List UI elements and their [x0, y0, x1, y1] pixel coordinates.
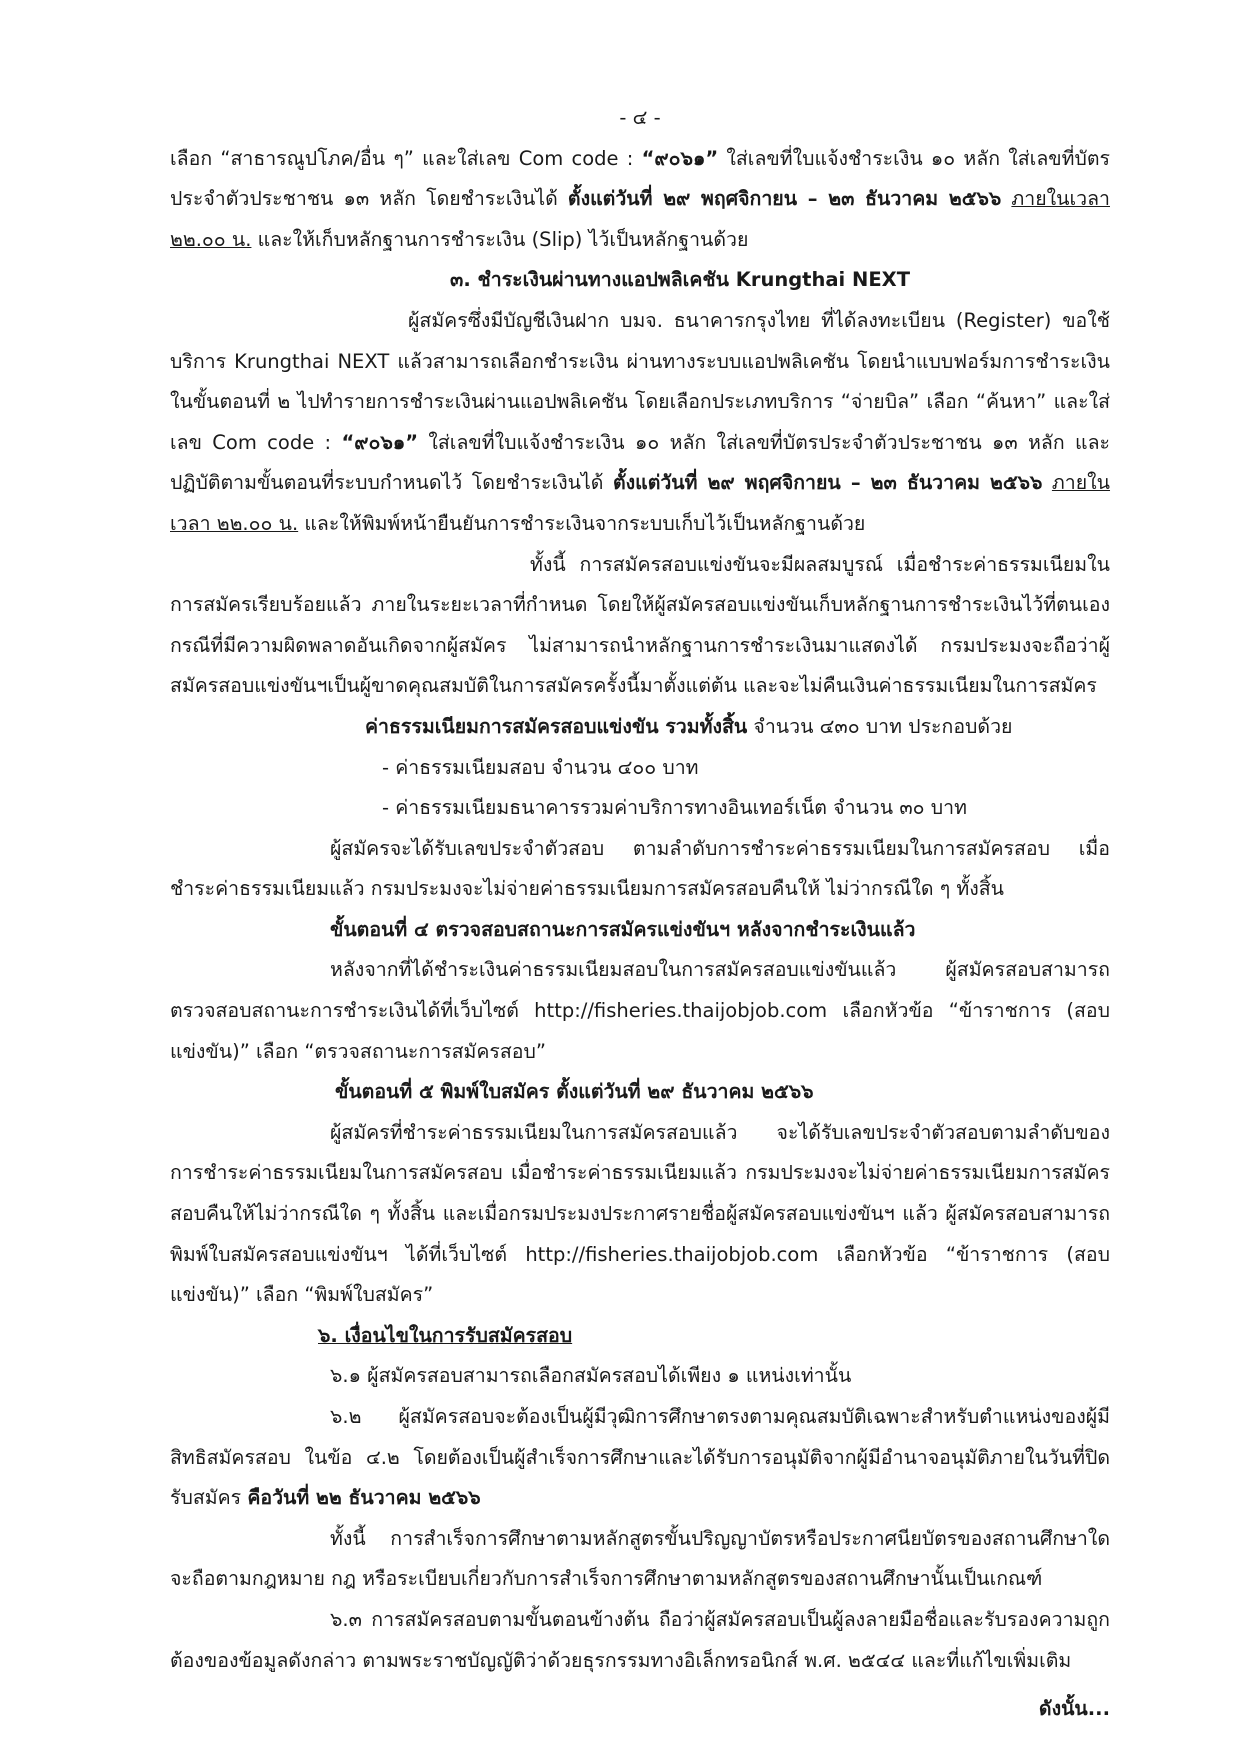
- document-page: [170, 98, 1110, 1730]
- text-segment: ใส่เลขที่ใบแจ้งชำระเงิน ๑๐ หลัก ใส่เลขที่บัตรประจำตัวประชาชน ๑๓ หลัก และปฏิบัติตามขั้นตอนที่ระบบกำหนดไว้ โดยชำระเงินได้: [170, 430, 1110, 495]
- fee-item-exam: - ค่าธรรมเนียมสอบ จำนวน ๔๐๐ บาท: [382, 755, 699, 779]
- paragraph-education-criteria: ทั้งนี้ การสำเร็จการศึกษาตามหลักสูตรขั้นปริญญาบัตรหรือประกาศนียบัตรของสถานศึกษาใดจะถือตามกฎหมาย กฎ หรือระเบียบเกี่ยวกับการสำเร็จการศึกษาตามหลักสูตรของสถานศึกษานั้นเป็นเกณฑ์: [170, 1526, 1110, 1591]
- com-code: “๙๐๖๑”: [341, 430, 419, 454]
- paragraph-print-application: ผู้สมัครที่ชำระค่าธรรมเนียมในการสมัครสอบแล้ว จะได้รับเลขประจำตัวสอบตามลำดับของการชำระค่าธรรมเนียมในการสมัครสอบ เมื่อชำระค่าธรรมเนียมแล้ว กรมประมงจะไม่จ่ายค่าธรรมเนียมการสมัครสอบคืนให้ไม่ว่ากรณีใด ๆ ทั้งสิ้น และเมื่อกรมประมงประกาศรายชื่อผู้สมัครสอบแข่งขันฯ แล้ว ผู้สมัครสอบสามารถพิมพ์ใบสมัครสอบแข่งขันฯ ได้ที่เว็บไซต์ http://fisheries.thaijobjob.com เลือกหัวข้อ “ข้าราชการ (สอบแข่งขัน)” เลือก “พิมพ์ใบสมัคร”: [170, 1120, 1110, 1307]
- payment-period: ตั้งแต่วันที่ ๒๙ พฤศจิกายน – ๒๓ ธันวาคม ๒๕๖๖: [612, 471, 1043, 495]
- heading-krungthai-next: ๓. ชำระเงินผ่านทางแอปพลิเคชัน Krungthai NEXT: [450, 268, 910, 292]
- payment-period: ตั้งแต่วันที่ ๒๙ พฤศจิกายน – ๒๓ ธันวาคม ๒๕๖๖: [567, 187, 1002, 211]
- heading-section-6: ๖. เงื่อนไขในการรับสมัครสอบ: [318, 1323, 573, 1347]
- item-6-2: [170, 1397, 1110, 1519]
- text-segment: และให้เก็บหลักฐานการชำระเงิน (Slip) ไว้เป็นหลักฐานด้วย: [251, 227, 749, 251]
- closing-date: คือวันที่ ๒๒ ธันวาคม ๒๕๖๖: [247, 1486, 481, 1510]
- text-segment: และให้พิมพ์หน้ายืนยันการชำระเงินจากระบบเก็บไว้เป็นหลักฐานด้วย: [298, 511, 866, 535]
- fee-item-bank: - ค่าธรรมเนียมธนาคารรวมค่าบริการทางอินเทอร์เน็ต จำนวน ๓๐ บาท: [382, 796, 967, 820]
- text-segment: เลือก “สาธารณูปโภค/อื่น ๆ” และใส่เลข Com code :: [170, 146, 642, 170]
- paragraph-check-status: หลังจากที่ได้ชำระเงินค่าธรรมเนียมสอบในการสมัครสอบแข่งขันแล้ว ผู้สมัครสอบสามารถตรวจสอบสถานะการชำระเงินได้ที่เว็บไซต์ http://fisheries.thaijobjob.com เลือกหัวข้อ “ข้าราชการ (สอบแข่งขัน)” เลือก “ตรวจสถานะการสมัครสอบ”: [170, 958, 1110, 1063]
- payment-deadline-time: ภายในเวลา ๒๒.๐๐ น.: [170, 187, 1110, 251]
- heading-step-5: ขั้นตอนที่ ๕ พิมพ์ใบสมัคร ตั้งแต่วันที่ ๒๙ ธันวาคม ๒๕๖๖: [335, 1080, 814, 1104]
- paragraph-exam-number: ผู้สมัครจะได้รับเลขประจำตัวสอบ ตามลำดับการชำระค่าธรรมเนียมในการสมัครสอบ เมื่อชำระค่าธรรมเนียมแล้ว กรมประมงจะไม่จ่ายค่าธรรมเนียมการสมัครสอบคืนให้ ไม่ว่ากรณีใด ๆ ทั้งสิ้น: [170, 836, 1110, 901]
- paragraph-payment-counter: [170, 139, 1110, 261]
- item-6-1: ๖.๑ ผู้สมัครสอบสามารถเลือกสมัครสอบได้เพียง ๑ แหน่งเท่านั้น: [330, 1364, 852, 1388]
- text-segment: ๖.๒ ผู้สมัครสอบจะต้องเป็นผู้มีวุฒิการศึกษาตรงตามคุณสมบัติเฉพาะสำหรับตำแหน่งของผู้มีสิทธิสมัครสอบ ในข้อ ๔.๒ โดยต้องเป็นผู้สำเร็จการศึกษาและได้รับการอนุมัติจากผู้มีอำนาจอนุมัติภายในวันที่ปิดรับสมัคร: [170, 1405, 1110, 1510]
- item-6-3: ๖.๓ การสมัครสอบตามขั้นตอนข้างต้น ถือว่าผู้สมัครสอบเป็นผู้ลงลายมือชื่อและรับรองความถูกต้องของข้อมูลดังกล่าว ตามพระราชบัญญัติว่าด้วยธุรกรรมทางอิเล็กทรอนิกส์ พ.ศ. ๒๕๔๔ และที่แก้ไขเพิ่มเติม: [170, 1607, 1110, 1672]
- page-number: - ๔ -: [619, 106, 661, 129]
- paragraph-krungthai-next: [170, 301, 1110, 545]
- heading-step-4: ขั้นตอนที่ ๔ ตรวจสอบสถานะการสมัครแข่งขันฯ หลังจากชำระเงินแล้ว: [330, 917, 916, 941]
- fee-title: ค่าธรรมเนียมการสมัครสอบแข่งขัน รวมทั้งสิ้น: [365, 714, 748, 738]
- payment-deadline-time: ภายในเวลา ๒๒.๐๐ น.: [170, 471, 1111, 535]
- fee-total: จำนวน ๔๓๐ บาท ประกอบด้วย: [747, 714, 1013, 738]
- com-code: “๙๐๖๑”: [641, 146, 719, 170]
- text-segment: ผู้สมัครซึ่งมีบัญชีเงินฝาก บมจ. ธนาคารกรุงไทย ที่ได้ลงทะเบียน (Register) ขอใช้บริการ Krungthai NEXT แล้วสามารถเลือกชำระเงิน ผ่านทางระบบแอปพลิเคชัน โดยนำแบบฟอร์มการชำระเงินในขั้นตอนที่ ๒ ไปทำรายการชำระเงินผ่านแอปพลิเคชัน โดยเลือกประเภทบริการ “จ่ายบิล” เลือก “ค้นหา” และใส่เลข Com code :: [170, 308, 1110, 454]
- fee-summary: [170, 707, 1110, 748]
- text-segment: ใส่เลขที่ใบแจ้งชำระเงิน ๑๐ หลัก ใส่เลขที่บัตรประจำตัวประชาชน ๑๓ หลัก โดยชำระเงินได้: [170, 146, 1110, 211]
- paragraph-completion-condition: ทั้งนี้ การสมัครสอบแข่งขันจะมีผลสมบูรณ์ เมื่อชำระค่าธรรมเนียมในการสมัครเรียบร้อยแล้ว ภายในระยะเวลาที่กำหนด โดยให้ผู้สมัครสอบแข่งขันเก็บหลักฐานการชำระเงินไว้ที่ตนเอง กรณีที่มีความผิดพลาดอันเกิดจากผู้สมัคร ไม่สามารถนำหลักฐานการชำระเงินมาแสดงได้ กรมประมงจะถือว่าผู้สมัครสอบแข่งขันฯเป็นผู้ขาดคุณสมบัติในการสมัครครั้งนี้มาตั้งแต่ต้น และจะไม่คืนเงินค่าธรรมเนียมในการสมัคร: [170, 552, 1110, 698]
- continuation-text: ดังนั้น...: [1038, 1697, 1110, 1721]
